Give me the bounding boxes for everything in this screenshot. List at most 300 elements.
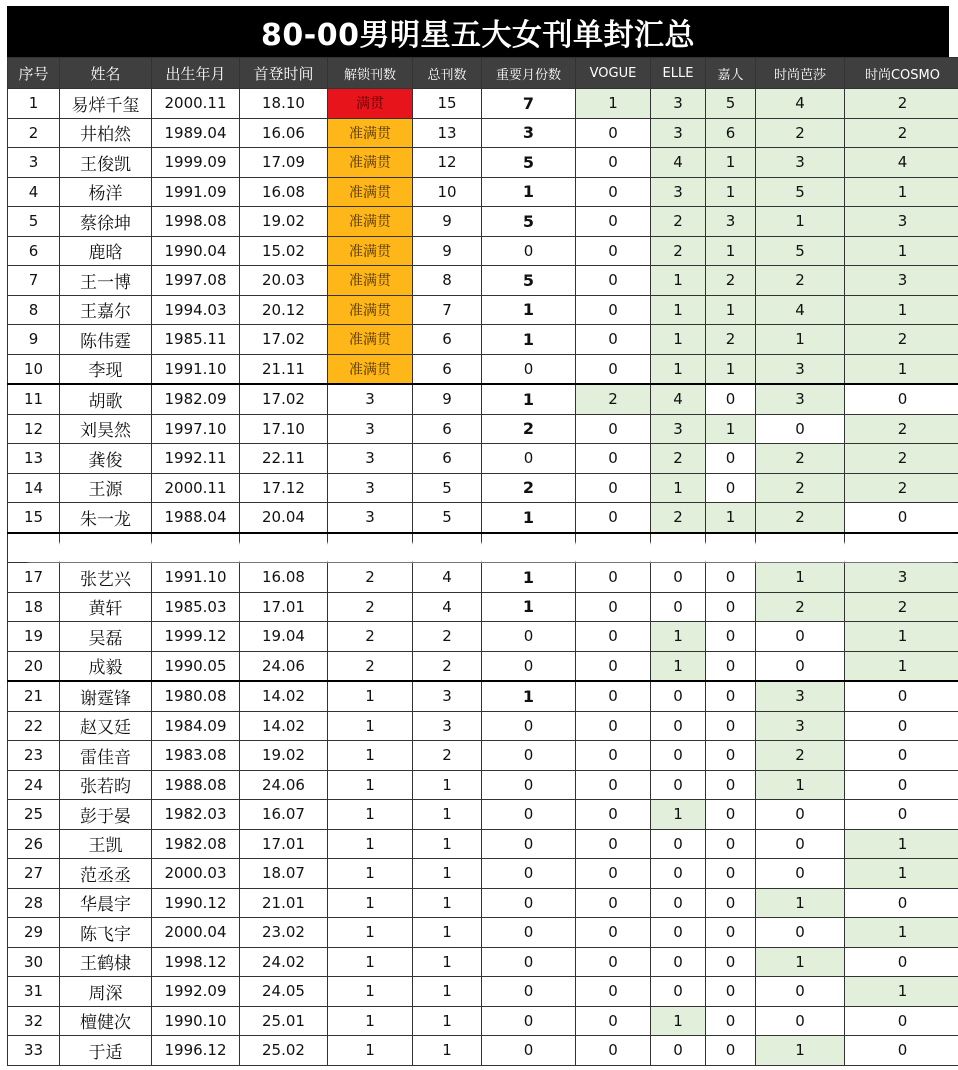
cell-no: 14: [8, 473, 60, 503]
table-row: [8, 503, 958, 533]
cell-total: 9: [413, 236, 482, 266]
cell-unlock: 1: [328, 918, 413, 948]
cell-vogue: 0: [576, 947, 651, 977]
cell-name: 李现: [60, 354, 152, 384]
cell-bazaar: 3: [756, 711, 845, 741]
cell-debut: 25.01: [240, 1006, 328, 1036]
cell-unlock: 1: [328, 681, 413, 711]
cell-birth: 1991.10: [152, 563, 240, 593]
table-row: [8, 977, 958, 1007]
cell-jiaren: 0: [706, 829, 756, 859]
col-header-vogue: VOGUE: [576, 58, 651, 89]
cell-bazaar: 0: [756, 651, 845, 681]
cell-bazaar: 4: [756, 89, 845, 119]
cell-bazaar: 1: [756, 888, 845, 918]
cell-cosmo: 0: [845, 503, 958, 533]
cell-bazaar: 2: [756, 266, 845, 296]
cell-birth: 1988.04: [152, 503, 240, 533]
cell-cosmo: 4: [845, 148, 958, 178]
cell-total: 4: [413, 592, 482, 622]
cell-jiaren: 0: [706, 711, 756, 741]
cell-jiaren: 0: [706, 444, 756, 474]
cell-elle: 2: [651, 503, 706, 533]
cell-no: 1: [8, 89, 60, 119]
cell-vogue: 0: [576, 800, 651, 830]
cell-jiaren: 0: [706, 918, 756, 948]
col-header-debut: 首登时间: [240, 58, 328, 89]
cell-debut: 16.07: [240, 800, 328, 830]
cell-cosmo: 3: [845, 207, 958, 237]
cell-birth: 1996.12: [152, 1036, 240, 1066]
cell-elle: 0: [651, 681, 706, 711]
cell-debut: 20.12: [240, 295, 328, 325]
cell-bazaar: 2: [756, 473, 845, 503]
table-row: [8, 741, 958, 771]
cell-no: 27: [8, 859, 60, 889]
cell-debut: 24.02: [240, 947, 328, 977]
cell-name: 王凯: [60, 829, 152, 859]
cell-debut: 23.02: [240, 918, 328, 948]
cell-cosmo: 1: [845, 918, 958, 948]
cell-total: 2: [413, 622, 482, 652]
cell-bazaar: 2: [756, 592, 845, 622]
cell-bazaar: 0: [756, 414, 845, 444]
cell-bazaar: 3: [756, 384, 845, 414]
cell-bazaar: 2: [756, 741, 845, 771]
table-row: [8, 118, 958, 148]
col-header-jiaren: 嘉人: [706, 58, 756, 89]
cell-debut: 20.04: [240, 503, 328, 533]
cell-jiaren: 0: [706, 563, 756, 593]
cell-elle: 2: [651, 236, 706, 266]
table-row: [8, 354, 958, 384]
cell-birth: 1988.08: [152, 770, 240, 800]
cell-total: 1: [413, 888, 482, 918]
cell-vogue: 0: [576, 741, 651, 771]
cell-no: 3: [8, 148, 60, 178]
cell-total: 1: [413, 1006, 482, 1036]
cell-name: 黄轩: [60, 592, 152, 622]
cell-jiaren: 0: [706, 592, 756, 622]
cell-elle: 4: [651, 384, 706, 414]
cell-cosmo: 2: [845, 89, 958, 119]
cell-unlock: 准满贯: [328, 354, 413, 384]
cell-total: 6: [413, 444, 482, 474]
cell-unlock: 1: [328, 888, 413, 918]
cell-key: 1: [482, 681, 576, 711]
cell-jiaren: 1: [706, 295, 756, 325]
cell-vogue: 0: [576, 681, 651, 711]
cell-key: 0: [482, 622, 576, 652]
cell-bazaar: 1: [756, 947, 845, 977]
cell-debut: 17.02: [240, 384, 328, 414]
cell-total: 5: [413, 503, 482, 533]
cell-jiaren: 1: [706, 177, 756, 207]
cell-name: 刘昊然: [60, 414, 152, 444]
cell-key: 1: [482, 295, 576, 325]
col-header-name: 姓名: [60, 58, 152, 89]
cell-bazaar: 0: [756, 977, 845, 1007]
cell-elle: 4: [651, 148, 706, 178]
cell-birth: 1992.11: [152, 444, 240, 474]
cell-total: 1: [413, 977, 482, 1007]
cell-no: 21: [8, 681, 60, 711]
cell-total: 2: [413, 651, 482, 681]
table-row: [8, 1006, 958, 1036]
cell-debut: 18.07: [240, 859, 328, 889]
cell-vogue: 0: [576, 354, 651, 384]
cell-debut: 17.10: [240, 414, 328, 444]
cell-name: 吴磊: [60, 622, 152, 652]
cell-birth: 1998.12: [152, 947, 240, 977]
cell-jiaren: 0: [706, 651, 756, 681]
cell-debut: 21.11: [240, 354, 328, 384]
cell-bazaar: 1: [756, 325, 845, 355]
cell-name: 赵又廷: [60, 711, 152, 741]
cell-unlock: 1: [328, 741, 413, 771]
cell-key: 0: [482, 947, 576, 977]
cell-elle: 0: [651, 770, 706, 800]
col-header-unlock: 解锁刊数: [328, 58, 413, 89]
cell-debut: 17.02: [240, 325, 328, 355]
cell-key: 5: [482, 266, 576, 296]
cell-unlock: 准满贯: [328, 266, 413, 296]
col-header-cosmo: 时尚COSMO: [845, 58, 958, 89]
cell-birth: 1999.12: [152, 622, 240, 652]
cell-cosmo: 0: [845, 711, 958, 741]
cell-birth: 1998.08: [152, 207, 240, 237]
cell-no: 30: [8, 947, 60, 977]
cell-key: 0: [482, 770, 576, 800]
cell-cosmo: 2: [845, 325, 958, 355]
cell-jiaren: 0: [706, 888, 756, 918]
cell-cosmo: 0: [845, 384, 958, 414]
cell-key: 0: [482, 918, 576, 948]
cell-birth: 1997.08: [152, 266, 240, 296]
cell-unlock: 1: [328, 947, 413, 977]
table-row: [8, 384, 958, 414]
cell-key: 2: [482, 414, 576, 444]
cell-debut: 24.05: [240, 977, 328, 1007]
cell-birth: 1989.04: [152, 118, 240, 148]
cell-jiaren: 0: [706, 1036, 756, 1066]
cell-key: 1: [482, 563, 576, 593]
cell-no: 7: [8, 266, 60, 296]
col-header-bazaar: 时尚芭莎: [756, 58, 845, 89]
cell-jiaren: 1: [706, 414, 756, 444]
cell-elle: 0: [651, 859, 706, 889]
cell-birth: 2000.11: [152, 473, 240, 503]
cell-debut: 14.02: [240, 711, 328, 741]
cell-unlock: 1: [328, 770, 413, 800]
summary-sheet: [7, 6, 949, 1070]
cell-debut: 22.11: [240, 444, 328, 474]
cell-key: 1: [482, 384, 576, 414]
cell-unlock: 1: [328, 1036, 413, 1066]
cell-jiaren: 0: [706, 681, 756, 711]
table-row: [8, 711, 958, 741]
cell-key: 0: [482, 1006, 576, 1036]
cell-birth: 1985.11: [152, 325, 240, 355]
cell-cosmo: 0: [845, 770, 958, 800]
cell-no: 17: [8, 563, 60, 593]
cell-elle: 3: [651, 118, 706, 148]
cell-total: 1: [413, 829, 482, 859]
cell-elle: 1: [651, 354, 706, 384]
cell-jiaren: 6: [706, 118, 756, 148]
cell-cosmo: 1: [845, 977, 958, 1007]
cell-key: 0: [482, 236, 576, 266]
cell-cosmo: 2: [845, 444, 958, 474]
cell-elle: 3: [651, 414, 706, 444]
cell-no: 19: [8, 622, 60, 652]
cell-elle: 0: [651, 592, 706, 622]
cell-cosmo: 1: [845, 622, 958, 652]
cell-birth: 1999.09: [152, 148, 240, 178]
cell-birth: 1997.10: [152, 414, 240, 444]
cell-birth: 1992.09: [152, 977, 240, 1007]
cell-debut: 14.02: [240, 681, 328, 711]
cell-birth: 1982.09: [152, 384, 240, 414]
cell-name: 龚俊: [60, 444, 152, 474]
cell-vogue: 2: [576, 384, 651, 414]
cell-unlock: 3: [328, 384, 413, 414]
table-row: [8, 325, 958, 355]
cell-debut: 19.02: [240, 207, 328, 237]
cell-no: 2: [8, 118, 60, 148]
cell-cosmo: 0: [845, 741, 958, 771]
col-header-total: 总刊数: [413, 58, 482, 89]
cell-bazaar: 1: [756, 770, 845, 800]
cell-cosmo: 1: [845, 295, 958, 325]
cell-debut: 19.04: [240, 622, 328, 652]
cell-bazaar: 3: [756, 148, 845, 178]
cell-name: 于适: [60, 1036, 152, 1066]
cell-unlock: 3: [328, 473, 413, 503]
cell-debut: 20.03: [240, 266, 328, 296]
cell-name: 鹿晗: [60, 236, 152, 266]
cell-name: 范丞丞: [60, 859, 152, 889]
cell-no: 8: [8, 295, 60, 325]
cell-no: 9: [8, 325, 60, 355]
cell-vogue: 0: [576, 118, 651, 148]
cell-unlock: 1: [328, 977, 413, 1007]
cell-name: 王源: [60, 473, 152, 503]
cell-elle: 0: [651, 977, 706, 1007]
cell-name: 陈飞宇: [60, 918, 152, 948]
table-row: [8, 563, 958, 593]
cell-cosmo: 0: [845, 800, 958, 830]
cell-cosmo: 1: [845, 651, 958, 681]
table-row: [8, 177, 958, 207]
cell-no: 18: [8, 592, 60, 622]
cell-key: 0: [482, 651, 576, 681]
cell-birth: 1994.03: [152, 295, 240, 325]
cell-jiaren: 0: [706, 384, 756, 414]
cell-bazaar: 2: [756, 444, 845, 474]
cell-elle: 0: [651, 829, 706, 859]
cell-cosmo: 1: [845, 859, 958, 889]
cell-cosmo: 2: [845, 414, 958, 444]
cell-birth: 1983.08: [152, 741, 240, 771]
cell-key: 1: [482, 177, 576, 207]
cell-cosmo: 3: [845, 563, 958, 593]
cell-elle: 1: [651, 1006, 706, 1036]
table-row: [8, 592, 958, 622]
cell-name: 彭于晏: [60, 800, 152, 830]
cell-no: 12: [8, 414, 60, 444]
cell-birth: 1991.09: [152, 177, 240, 207]
cell-name: 易烊千玺: [60, 89, 152, 119]
cell-elle: 1: [651, 622, 706, 652]
cell-vogue: 0: [576, 266, 651, 296]
table-row: [8, 829, 958, 859]
cell-unlock: 2: [328, 622, 413, 652]
cell-name: 王一博: [60, 266, 152, 296]
cell-bazaar: 4: [756, 295, 845, 325]
cell-vogue: 0: [576, 829, 651, 859]
cell-key: 1: [482, 592, 576, 622]
cell-cosmo: 3: [845, 266, 958, 296]
cell-key: 1: [482, 325, 576, 355]
table-row: [8, 947, 958, 977]
cell-total: 2: [413, 741, 482, 771]
cell-key: 0: [482, 354, 576, 384]
cell-cosmo: 1: [845, 236, 958, 266]
cell-total: 5: [413, 473, 482, 503]
cell-key: 7: [482, 89, 576, 119]
cell-bazaar: 3: [756, 681, 845, 711]
sheet-title: 80-00男明星五大女刊单封汇总: [7, 6, 949, 57]
cell-unlock: 准满贯: [328, 207, 413, 237]
cell-vogue: 0: [576, 444, 651, 474]
cell-total: 1: [413, 859, 482, 889]
cell-total: 6: [413, 354, 482, 384]
cell-key: 0: [482, 800, 576, 830]
cell-unlock: 1: [328, 711, 413, 741]
table-row: [8, 800, 958, 830]
cell-key: 2: [482, 473, 576, 503]
cell-cosmo: 0: [845, 888, 958, 918]
cell-key: 0: [482, 829, 576, 859]
cell-unlock: 准满贯: [328, 118, 413, 148]
cell-key: 0: [482, 1036, 576, 1066]
cell-key: 0: [482, 888, 576, 918]
cell-name: 王嘉尔: [60, 295, 152, 325]
cell-vogue: 0: [576, 473, 651, 503]
table-row: [8, 236, 958, 266]
cell-cosmo: 0: [845, 681, 958, 711]
table-row: [8, 622, 958, 652]
cell-vogue: 0: [576, 503, 651, 533]
cell-total: 1: [413, 770, 482, 800]
cell-total: 9: [413, 384, 482, 414]
cell-elle: 0: [651, 947, 706, 977]
cell-jiaren: 3: [706, 207, 756, 237]
cell-unlock: 3: [328, 444, 413, 474]
col-header-elle: ELLE: [651, 58, 706, 89]
cell-jiaren: 0: [706, 741, 756, 771]
cell-key: 1: [482, 503, 576, 533]
cell-elle: 3: [651, 89, 706, 119]
cell-cosmo: 0: [845, 1036, 958, 1066]
cell-vogue: 0: [576, 977, 651, 1007]
cell-cosmo: 1: [845, 354, 958, 384]
cell-elle: 0: [651, 741, 706, 771]
cell-debut: 21.01: [240, 888, 328, 918]
cell-key: 0: [482, 711, 576, 741]
cell-bazaar: 0: [756, 829, 845, 859]
cell-key: 0: [482, 977, 576, 1007]
cell-elle: 0: [651, 1036, 706, 1066]
table-row: [8, 1036, 958, 1066]
cell-bazaar: 5: [756, 177, 845, 207]
table-row: [8, 444, 958, 474]
cell-debut: 17.12: [240, 473, 328, 503]
cell-total: 15: [413, 89, 482, 119]
cell-elle: 1: [651, 473, 706, 503]
cell-no: 25: [8, 800, 60, 830]
cell-bazaar: 0: [756, 1006, 845, 1036]
cell-bazaar: 0: [756, 918, 845, 948]
cell-jiaren: 0: [706, 1006, 756, 1036]
cell-birth: 1991.10: [152, 354, 240, 384]
cell-unlock: 1: [328, 1006, 413, 1036]
cell-cosmo: 2: [845, 473, 958, 503]
cell-no: 10: [8, 354, 60, 384]
cell-no: 28: [8, 888, 60, 918]
cell-total: 1: [413, 918, 482, 948]
cell-elle: 0: [651, 918, 706, 948]
cell-cosmo: 1: [845, 177, 958, 207]
cell-total: 3: [413, 681, 482, 711]
cell-no: 22: [8, 711, 60, 741]
cell-vogue: 1: [576, 89, 651, 119]
cell-bazaar: 2: [756, 503, 845, 533]
cell-name: 周深: [60, 977, 152, 1007]
cell-no: 29: [8, 918, 60, 948]
cell-birth: 1982.03: [152, 800, 240, 830]
cell-bazaar: 0: [756, 622, 845, 652]
cell-debut: 19.02: [240, 741, 328, 771]
cell-name: 檀健次: [60, 1006, 152, 1036]
cell-total: 7: [413, 295, 482, 325]
cell-total: 6: [413, 325, 482, 355]
cell-jiaren: 1: [706, 503, 756, 533]
cell-total: 3: [413, 711, 482, 741]
header-row: [8, 58, 958, 89]
cell-vogue: 0: [576, 622, 651, 652]
cell-key: 3: [482, 118, 576, 148]
cell-no: 6: [8, 236, 60, 266]
cell-jiaren: 0: [706, 473, 756, 503]
table-row: [8, 918, 958, 948]
cell-total: 10: [413, 177, 482, 207]
cell-vogue: 0: [576, 859, 651, 889]
cell-no: 24: [8, 770, 60, 800]
cell-debut: 17.01: [240, 829, 328, 859]
cell-jiaren: 5: [706, 89, 756, 119]
cell-vogue: 0: [576, 563, 651, 593]
table-row: [8, 888, 958, 918]
cell-no: 23: [8, 741, 60, 771]
cell-vogue: 0: [576, 207, 651, 237]
cell-elle: 1: [651, 295, 706, 325]
cell-elle: 2: [651, 207, 706, 237]
cell-debut: 16.08: [240, 563, 328, 593]
cell-key: 0: [482, 741, 576, 771]
cell-jiaren: 0: [706, 800, 756, 830]
